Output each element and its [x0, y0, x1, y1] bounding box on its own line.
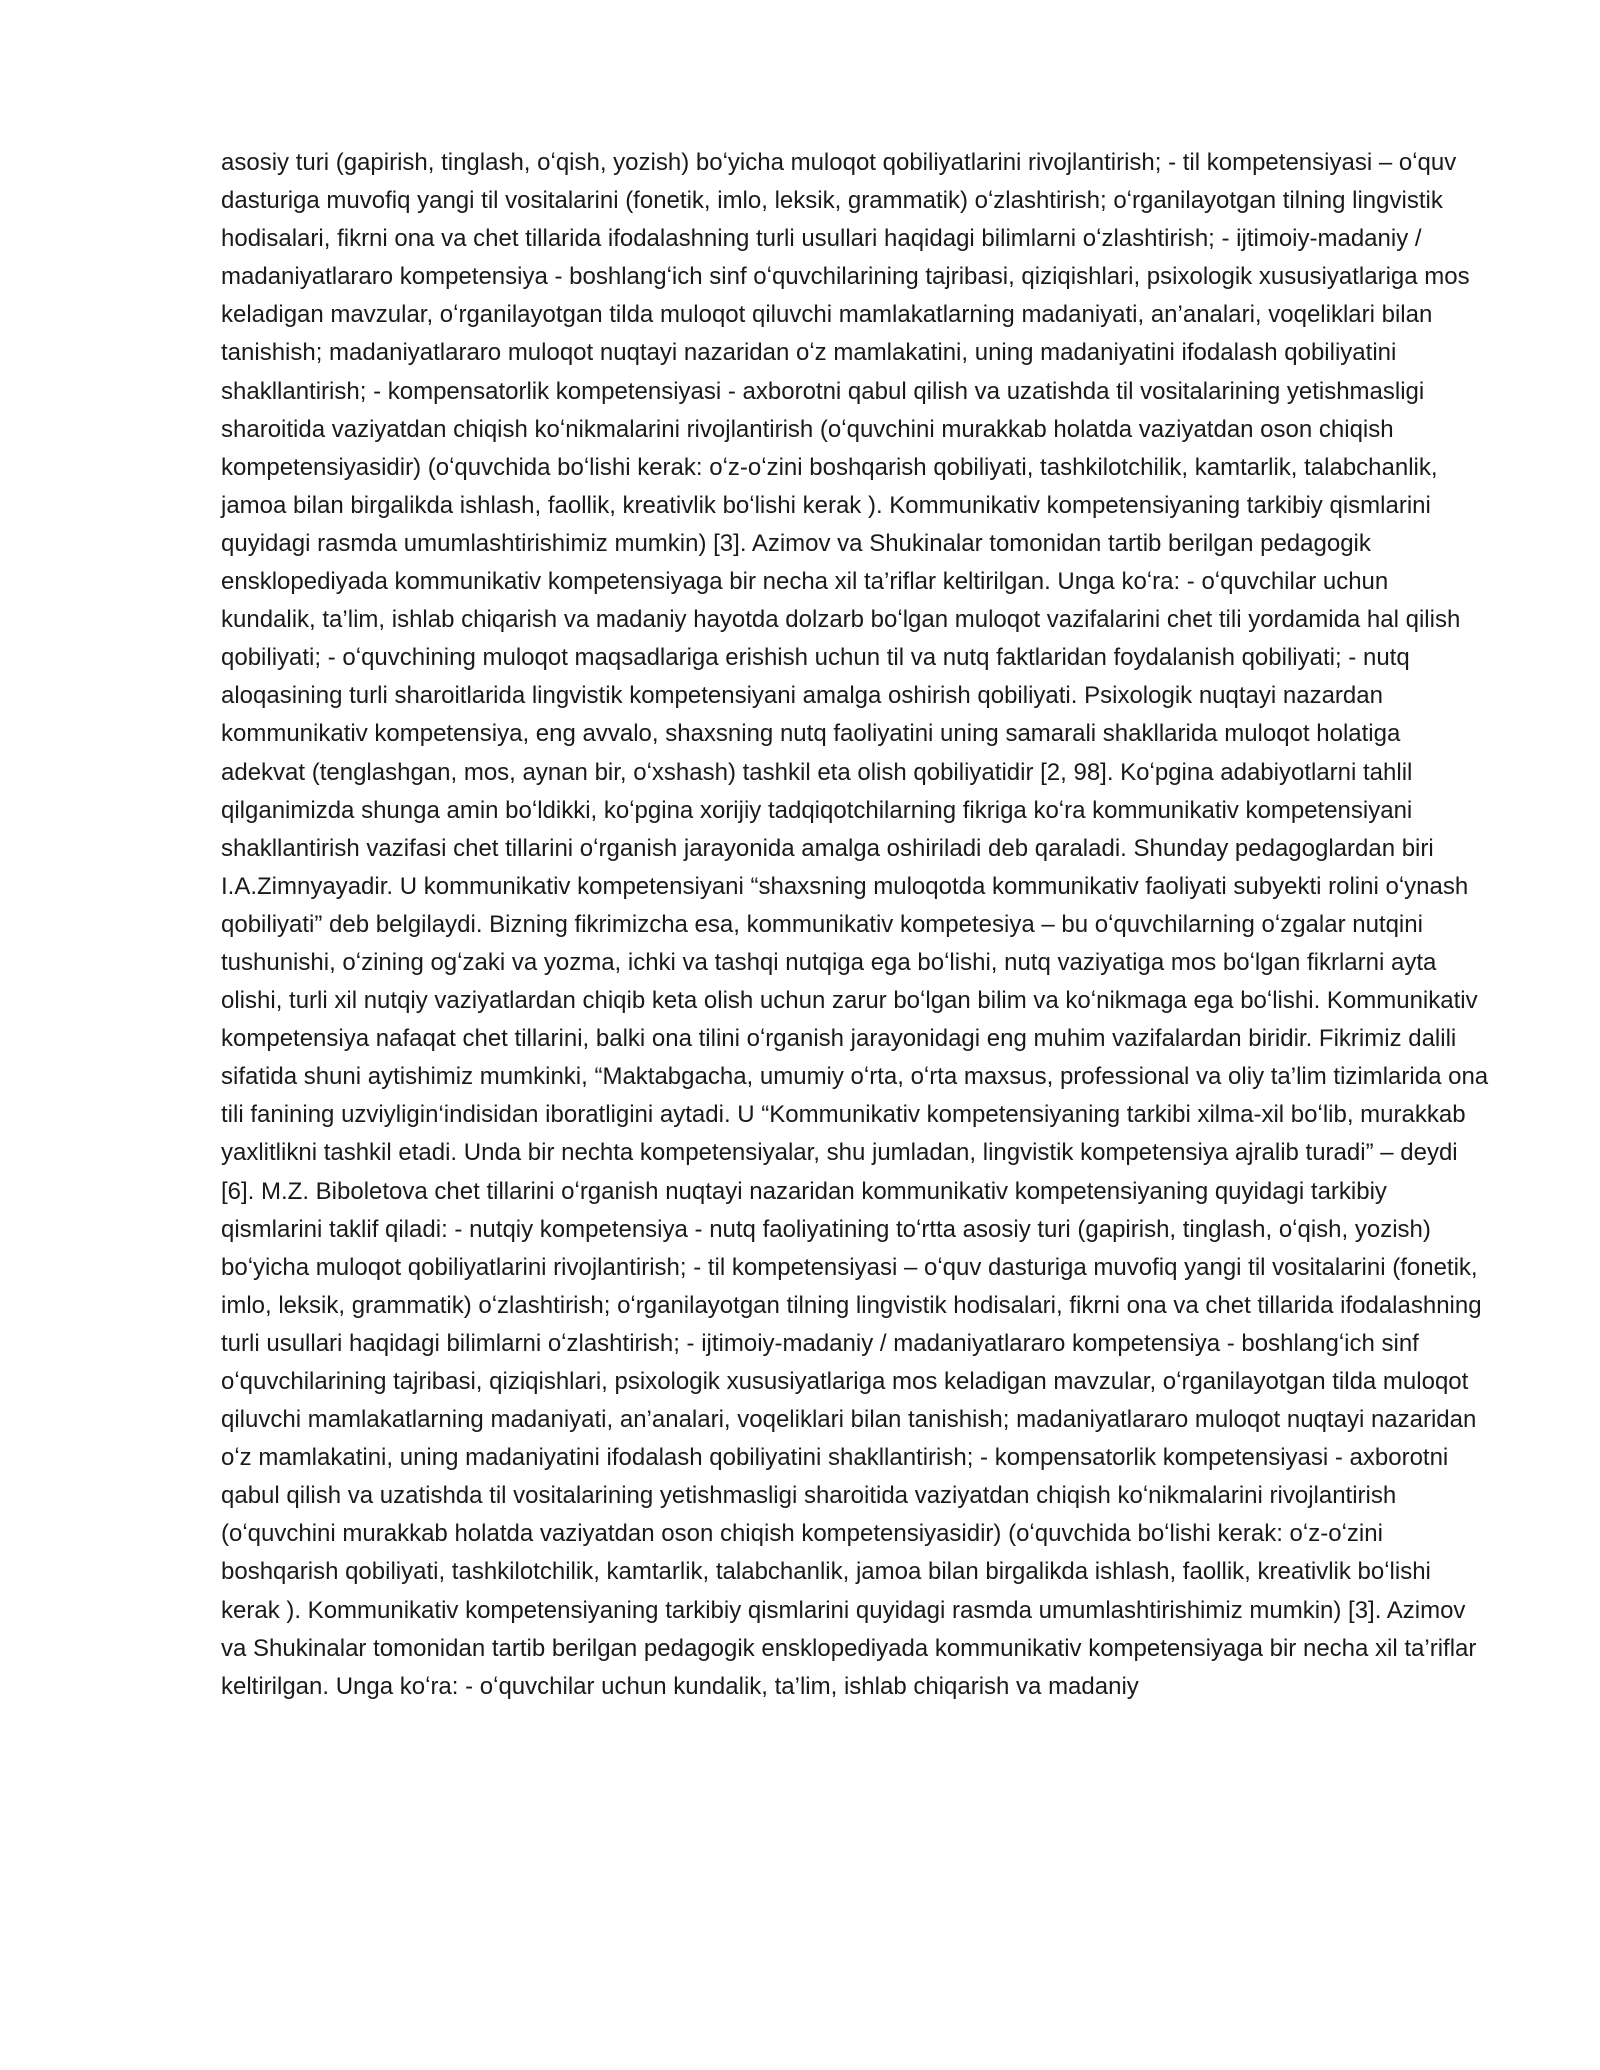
body-paragraph: asosiy turi (gapirish, tinglash, oʻqish, yozish) boʻyicha muloqot qobiliyatlarini rivojlantirish; - til kompetensiyasi – oʻquv dasturiga muvofiq yangi til vositalarini (fonetik, imlo, leksik, grammatik) oʻzlashtirish; oʻrganilayotgan tilning lingvistik hodisalari, fikrni ona va chet tillarida ifodalashning turli usullari haqidagi bilimlarni oʻzlashtirish; - ijtimoiy-madaniy / madaniyatlararo kompetensiya - boshlangʻich sinf oʻquvchilarining tajribasi, qiziqishlari, psixologik xususiyatlariga mos keladigan mavzular, oʻrganilayotgan tilda muloqot qiluvchi mamlakatlarning madaniyati, an’analari, voqeliklari bilan tanishish; madaniyatlararo muloqot nuqtayi nazaridan oʻz mamlakatini, uning madaniyatini ifodalash qobiliyatini shakllantirish; - kompensatorlik kompetensiyasi - axborotni qabul qilish va uzatishda til vositalarining yetishmasligi sharoitida vaziyatdan chiqish koʻnikmalarini rivojlantirish (oʻquvchini murakkab holatda vaziyatdan oson chiqish kompetensiyasidir) (oʻquvchida boʻlishi kerak: oʻz-oʻzini boshqarish qobiliyati, tashkilotchilik, kamtarlik, talabchanlik, jamoa bilan birgalikda ishlash, faollik, kreativlik boʻlishi kerak ). Kommunikativ kompetensiyaning tarkibiy qismlarini quyidagi rasmda umumlashtirishimiz mumkin) [3]. Azimov va Shukinalar tomonidan tartib berilgan pedagogik ensklopediyada kommunikativ kompetensiyaga bir necha xil ta’riflar keltirilgan. Unga koʻra: - oʻquvchilar uchun kundalik, ta’lim, ishlab chiqarish va madaniy hayotda dolzarb boʻlgan muloqot vazifalarini chet tili yordamida hal qilish qobiliyati; - oʻquvchining muloqot maqsadlariga erishish uchun til va nutq faktlaridan foydalanish qobiliyati; - nutq aloqasining turli sharoitlarida lingvistik kompetensiyani amalga oshirish qobiliyati. Psixologik nuqtayi nazardan kommunikativ kompetensiya, eng avvalo, shaxsning nutq faoliyatini uning samarali shakllarida muloqot holatiga adekvat (tenglashgan, mos, aynan bir, oʻxshash) tashkil eta olish qobiliyatidir [2, 98]. Koʻpgina adabiyotlarni tahlil qilganimizda shunga amin boʻldikki, koʻpgina xorijiy tadqiqotchilarning fikriga koʻra kommunikativ kompetensiyani shakllantirish vazifasi chet tillarini oʻrganish jarayonida amalga oshiriladi deb qaraladi. Shunday pedagoglardan biri I.A.Zimnyayadir. U kommunikativ kompetensiyani “shaxsning muloqotda kommunikativ faoliyati subyekti rolini oʻynash qobiliyati” deb belgilaydi. Bizning fikrimizcha esa, kommunikativ kompetesiya – bu oʻquvchilarning oʻzgalar nutqini tushunishi, oʻzining ogʻzaki va yozma, ichki va tashqi nutqiga ega boʻlishi, nutq vaziyatiga mos boʻlgan fikrlarni ayta olishi, turli xil nutqiy vaziyatlardan chiqib keta olish uchun zarur boʻlgan bilim va koʻnikmaga ega boʻlishi. Kommunikativ kompetensiya nafaqat chet tillarini, balki ona tilini oʻrganish jarayonidagi eng muhim vazifalardan biridir. Fikrimiz dalili sifatida shuni aytishimiz mumkinki, “Maktabgacha, umumiy oʻrta, oʻrta maxsus, professional va oliy ta’lim tizimlarida ona tili fanining uzviyligin‘indisidan iboratligini aytadi. U “Kommunikativ kompetensiyaning tarkibi xilma-xil boʻlib, murakkab yaxlitlikni tashkil etadi. Unda bir nechta kompetensiyalar, shu jumladan, lingvistik kompetensiya ajralib turadi” – deydi [6]. M.Z. Biboletova chet tillarini oʻrganish nuqtayi nazaridan kommunikativ kompetensiyaning quyidagi tarkibiy qismlarini taklif qiladi: - nutqiy kompetensiya - nutq faoliyatining toʻrtta asosiy turi (gapirish, tinglash, oʻqish, yozish) boʻyicha muloqot qobiliyatlarini rivojlantirish; - til kompetensiyasi – oʻquv dasturiga muvofiq yangi til vositalarini (fonetik, imlo, leksik, grammatik) oʻzlashtirish; oʻrganilayotgan tilning lingvistik hodisalari, fikrni ona va chet tillarida ifodalashning turli usullari haqidagi bilimlarni oʻzlashtirish; - ijtimoiy-madaniy / madaniyatlararo kompetensiya - boshlangʻich sinf oʻquvchilarining tajribasi, qiziqishlari, psixologik xususiyatlariga mos keladigan mavzular, oʻrganilayotgan tilda muloqot qiluvchi mamlakatlarning madaniyati, an’analari, voqeliklari bilan tanishish; madaniyatlararo muloqot nuqtayi nazaridan oʻz mamlakatini, uning madaniyatini ifodalash qobiliyatini shakllantirish; - kompensatorlik kompetensiyasi - axborotni qabul qilish va uzatishda til vositalarining yetishmasligi sharoitida vaziyatdan chiqish koʻnikmalarini rivojlantirish (oʻquvchini murakkab holatda vaziyatdan oson chiqish kompetensiyasidir) (oʻquvchida boʻlishi kerak: oʻz-oʻzini boshqarish qobiliyati, tashkilotchilik, kamtarlik, talabchanlik, jamoa bilan birgalikda ishlash, faollik, kreativlik boʻlishi kerak ). Kommunikativ kompetensiyaning tarkibiy qismlarini quyidagi rasmda umumlashtirishimiz mumkin) [3]. Azimov va Shukinalar tomonidan tartib berilgan pedagogik ensklopediyada kommunikativ kompetensiyaga bir necha xil ta’riflar keltirilgan. Unga koʻra: - oʻquvchilar uchun kundalik, ta’lim, ishlab chiqarish va madaniy — [221, 149, 1489, 1700]
